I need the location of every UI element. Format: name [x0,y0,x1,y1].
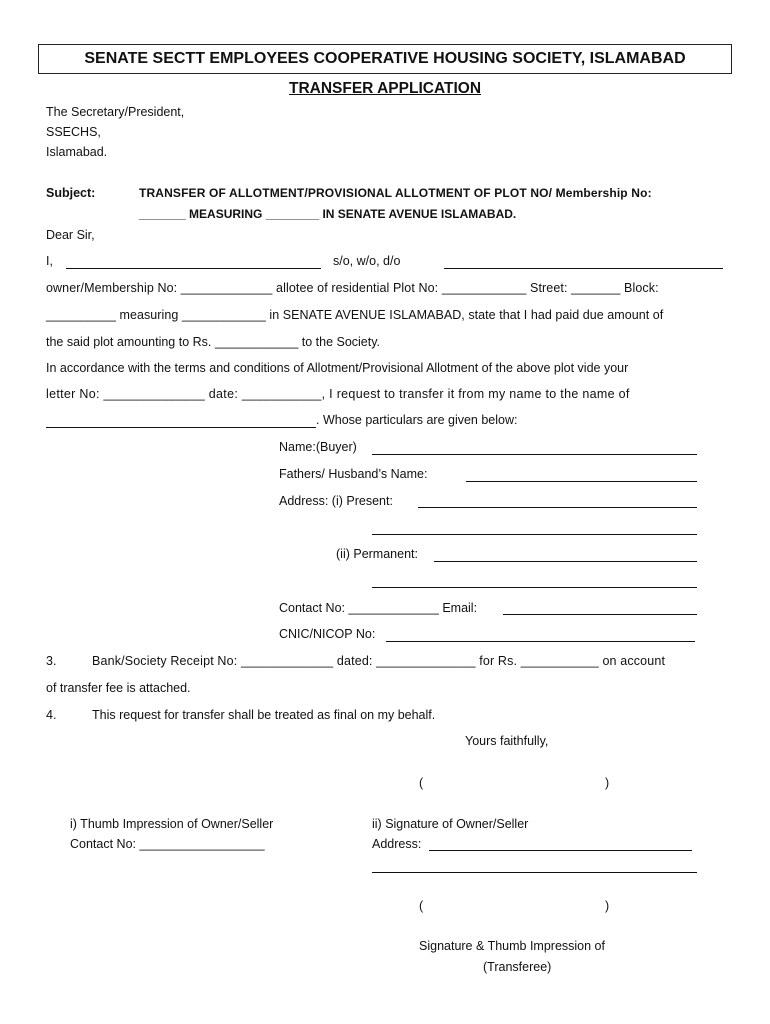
subject-line-2: _______ MEASURING ________ IN SENATE AVENUE ISLAMABAD. [139,207,517,221]
transferee-signature-label: Signature & Thumb Impression of [419,939,605,953]
buyer-cnic-line[interactable] [386,641,695,642]
seller-address-line-2[interactable] [372,872,697,873]
seller-address-line-1[interactable] [429,850,692,851]
seller-contact-label: Contact No: __________________ [70,837,265,851]
transferee-name-line[interactable] [46,427,316,428]
body-line-3: __________ measuring ____________ in SENATE AVENUE ISLAMABAD, state that I had paid due amount of [46,308,664,322]
body-line-7: . Whose particulars are given below: [316,413,518,427]
item-4-text: This request for transfer shall be treated as final on my behalf. [92,708,436,722]
buyer-address-present-label: Address: (i) Present: [279,494,393,508]
buyer-address-permanent-label: (ii) Permanent: [336,547,418,561]
body-line-5: In accordance with the terms and conditions of Allotment/Provisional Allotment of the above plot vide your [46,361,629,375]
address-line-1: The Secretary/President, [46,105,185,119]
buyer-address-permanent-line-2[interactable] [372,587,697,588]
form-subtitle: TRANSFER APPLICATION [288,80,482,97]
transferee-paren-open: ( [419,899,424,913]
seller-signature-label: ii) Signature of Owner/Seller [372,817,529,831]
subject-line-1: TRANSFER OF ALLOTMENT/PROVISIONAL ALLOTMENT OF PLOT NO/ Membership No: [139,186,652,200]
transferee-label: (Transferee) [483,960,552,974]
item-3-number: 3. [46,654,57,668]
salutation: Dear Sir, [46,228,95,242]
subject-label: Subject: [46,186,96,200]
buyer-father-line[interactable] [466,481,697,482]
body-so-wo-do: s/o, w/o, d/o [333,254,401,268]
buyer-address-permanent-line-1[interactable] [434,561,697,562]
transferee-paren-close: ) [605,899,610,913]
address-line-2: SSECHS, [46,125,101,139]
parent-name-line[interactable] [444,268,723,269]
seller-thumb-label: i) Thumb Impression of Owner/Seller [70,817,274,831]
item-4-number: 4. [46,708,57,722]
body-line-6: letter No: ______________ date: ___________, I request to transfer it from my name to the name of [46,387,630,401]
buyer-name-label: Name:(Buyer) [279,440,357,454]
item-3-text: Bank/Society Receipt No: _____________ dated: ______________ for Rs. ___________ on account [92,654,666,668]
form-title: SENATE SECTT EMPLOYEES COOPERATIVE HOUSING SOCIETY, ISLAMABAD [38,44,732,74]
yours-faithfully: Yours faithfully, [465,734,549,748]
body-i: I, [46,254,53,268]
seller-address-label: Address: [372,837,422,851]
body-line-2: owner/Membership No: _____________ allotee of residential Plot No: ____________ Street: _______ Block: [46,281,659,295]
signature-paren-open: ( [419,776,424,790]
buyer-contact-label: Contact No: _____________ Email: [279,601,478,615]
buyer-cnic-label: CNIC/NICOP No: [279,627,376,641]
buyer-father-label: Fathers/ Husband’s Name: [279,467,428,481]
name-line[interactable] [66,268,321,269]
buyer-address-present-line-2[interactable] [372,534,697,535]
buyer-address-present-line-1[interactable] [418,507,697,508]
signature-paren-close: ) [605,776,610,790]
address-line-3: Islamabad. [46,145,108,159]
buyer-email-line[interactable] [503,614,697,615]
buyer-name-line[interactable] [372,454,697,455]
body-line-4: the said plot amounting to Rs. ____________ to the Society. [46,335,381,349]
item-3-continuation: of transfer fee is attached. [46,681,191,695]
